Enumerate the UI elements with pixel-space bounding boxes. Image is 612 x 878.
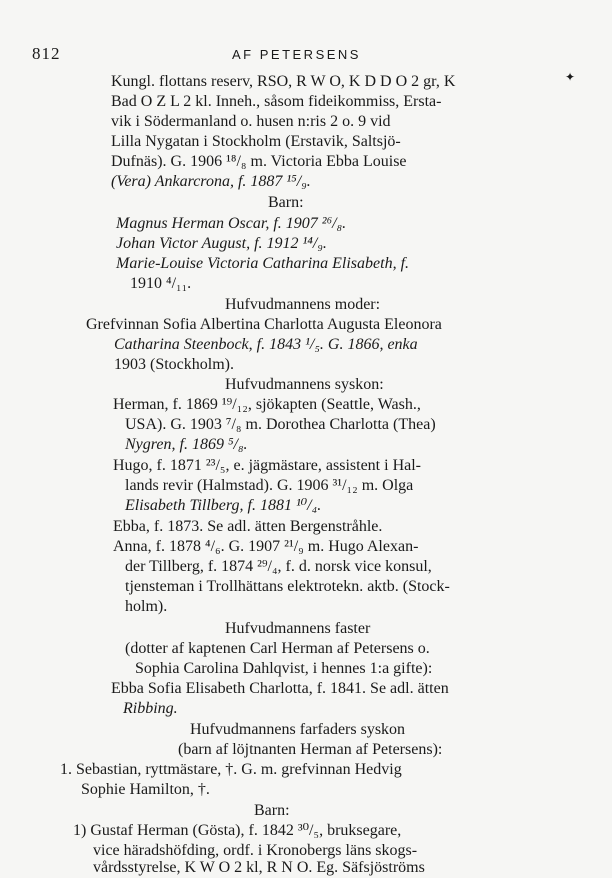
text-line: Anna, f. 1878 ⁴/₆. G. 1907 ²¹/₉ m. Hugo Alexan- — [113, 538, 419, 555]
text-line: Bad O Z L 2 kl. Inneh., såsom fideikommiss, Ersta- — [111, 93, 442, 110]
text-line: (Vera) Ankarcrona, f. 1887 ¹⁵/₉. — [111, 173, 311, 190]
section-heading: Hufvudmannens moder: — [225, 296, 381, 313]
text-line: tjensteman i Trollhättans elektrotekn. aktb. (Stock- — [125, 578, 450, 595]
text-line: Herman, f. 1869 ¹⁹/₁₂, sjökapten (Seattle, Wash., — [113, 396, 421, 413]
text-line: Grefvinnan Sofia Albertina Charlotta Augusta Eleonora — [86, 316, 442, 333]
section-heading: Hufvudmannens syskon: — [225, 376, 384, 393]
text-line: Dufnäs). G. 1906 ¹⁸/₈ m. Victoria Ebba Louise — [111, 153, 407, 170]
text-line: (barn af löjtnanten Herman af Petersens): — [178, 741, 443, 758]
text-line: Sophia Carolina Dahlqvist, i hennes 1:a gifte): — [135, 660, 433, 677]
text-line: Nygren, f. 1869 ⁵/₈. — [125, 436, 248, 453]
section-heading: Barn: — [268, 194, 304, 211]
text-line: Sophie Hamilton, †. — [81, 781, 210, 798]
section-heading: Barn: — [254, 802, 290, 819]
text-line: 1) Gustaf Herman (Gösta), f. 1842 ³⁰/₅, bruksegare, — [73, 822, 402, 839]
text-line: Ebba Sofia Elisabeth Charlotta, f. 1841. Se adl. ätten — [111, 680, 449, 697]
text-line: lands revir (Halmstad). G. 1906 ³¹/₁₂ m. Olga — [125, 477, 414, 494]
text-line: Lilla Nygatan i Stockholm (Erstavik, Saltsjö- — [111, 133, 401, 150]
section-heading: Hufvudmannens faster — [225, 620, 371, 637]
text-line: USA). G. 1903 ⁷/₈ m. Dorothea Charlotta (Thea) — [125, 416, 436, 433]
text-line: 1903 (Stockholm). — [114, 356, 234, 373]
text-line: vårdsstyrelse, K W O 2 kl, R N O. Eg. Säfsjöströms — [93, 859, 425, 876]
text-line: Magnus Herman Oscar, f. 1907 ²⁶/₈. — [116, 215, 347, 232]
text-line: Ebba, f. 1873. Se adl. ätten Bergenstråhle. — [113, 518, 383, 535]
text-line: (dotter af kaptenen Carl Herman af Petersens o. — [125, 640, 430, 657]
page-number: 812 — [32, 44, 61, 63]
text-line: 1. Sebastian, ryttmästare, †. G. m. grefvinnan Hedvig — [60, 761, 402, 778]
text-line: 1910 ⁴/₁₁. — [130, 275, 192, 292]
margin-mark: ✦ — [565, 70, 576, 84]
text-line: Johan Victor August, f. 1912 ¹⁴/₉. — [116, 235, 327, 252]
running-title: AF PETERSENS — [232, 47, 361, 62]
text-line: Catharina Steenbock, f. 1843 ¹/₅. G. 1866, enka — [114, 336, 418, 353]
text-line: vice häradshöfding, ordf. i Kronobergs läns skogs- — [93, 842, 418, 859]
text-line: Hugo, f. 1871 ²³/₅, e. jägmästare, assistent i Hal- — [113, 457, 421, 474]
text-line: Elisabeth Tillberg, f. 1881 ¹⁰/₄. — [125, 497, 322, 514]
text-line: vik i Södermanland o. husen n:ris 2 o. 9 vid — [111, 113, 391, 130]
section-heading: Hufvudmannens farfaders syskon — [190, 721, 406, 738]
text-line: der Tillberg, f. 1874 ²⁹/₄, f. d. norsk vice konsul, — [125, 558, 432, 575]
text-line: holm). — [125, 598, 168, 615]
text-line: Ribbing. — [123, 700, 178, 717]
text-line: Marie-Louise Victoria Catharina Elisabeth, f. — [116, 255, 410, 272]
text-line: Kungl. flottans reserv, RSO, R W O, K D D O 2 gr, K — [111, 73, 456, 90]
